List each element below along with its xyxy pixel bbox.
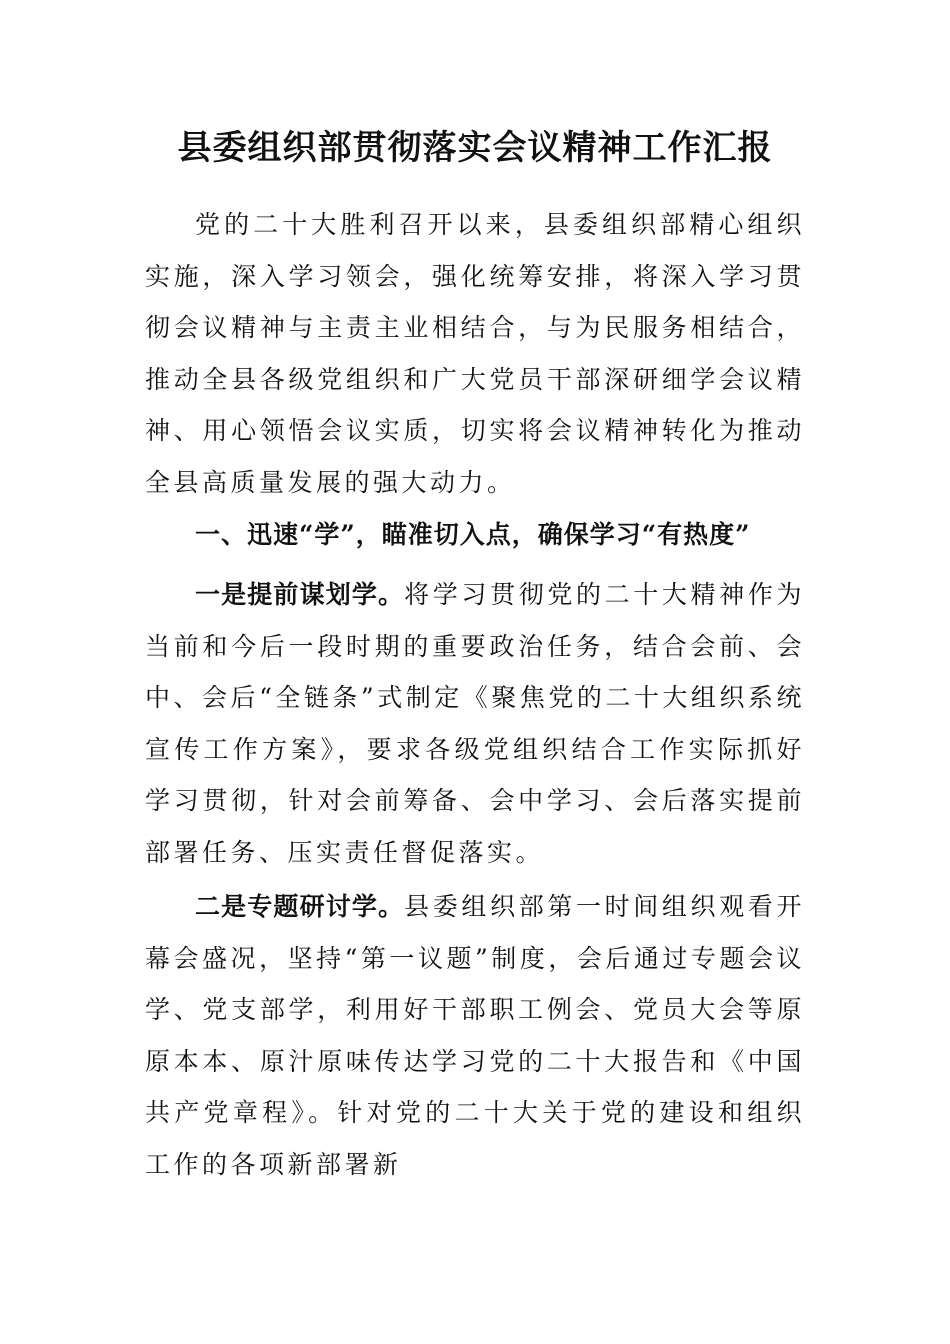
item-2-text: 县委组织部第一时间组织观看开幕会盛况，坚持“第一议题”制度，会后通过专题会议学、党支部学，利用好干部职工例会、党员大会等原原本本、原汁原味传达学习党的二十大报告和《中国共产党章程》。针对党的二十大关于党的建设和组织工作的各项新部署新 <box>145 892 805 1179</box>
section-1-item-2 <box>145 881 805 1190</box>
item-1-lead: 一是提前谋划学。 <box>195 580 405 609</box>
item-1-text: 将学习贯彻党的二十大精神作为当前和今后一段时期的重要政治任务，结合会前、会中、会后“全链条”式制定《聚焦党的二十大组织系统宣传工作方案》，要求各级党组织结合工作实际抓好学习贯彻，针对会前筹备、会中学习、会后落实提前部署任务、压实责任督促落实。 <box>145 580 805 867</box>
document-title: 县委组织部贯彻落实会议精神工作汇报 <box>177 128 773 168</box>
section-heading-1: 一、迅速“学”，瞄准切入点，确保学习“有热度” <box>195 520 751 549</box>
item-2-lead: 二是专题研讨学。 <box>195 892 405 921</box>
section-1-item-1 <box>145 569 805 878</box>
intro-paragraph: 党的二十大胜利召开以来，县委组织部精心组织实施，深入学习领会，强化统筹安排，将深入学习贯彻会议精神与主责主业相结合，与为民服务相结合，推动全县各级党组织和广大党员干部深研细学会议精神、用心领悟会议实质，切实将会议精神转化为推动全县高质量发展的强大动力。 <box>145 210 805 497</box>
